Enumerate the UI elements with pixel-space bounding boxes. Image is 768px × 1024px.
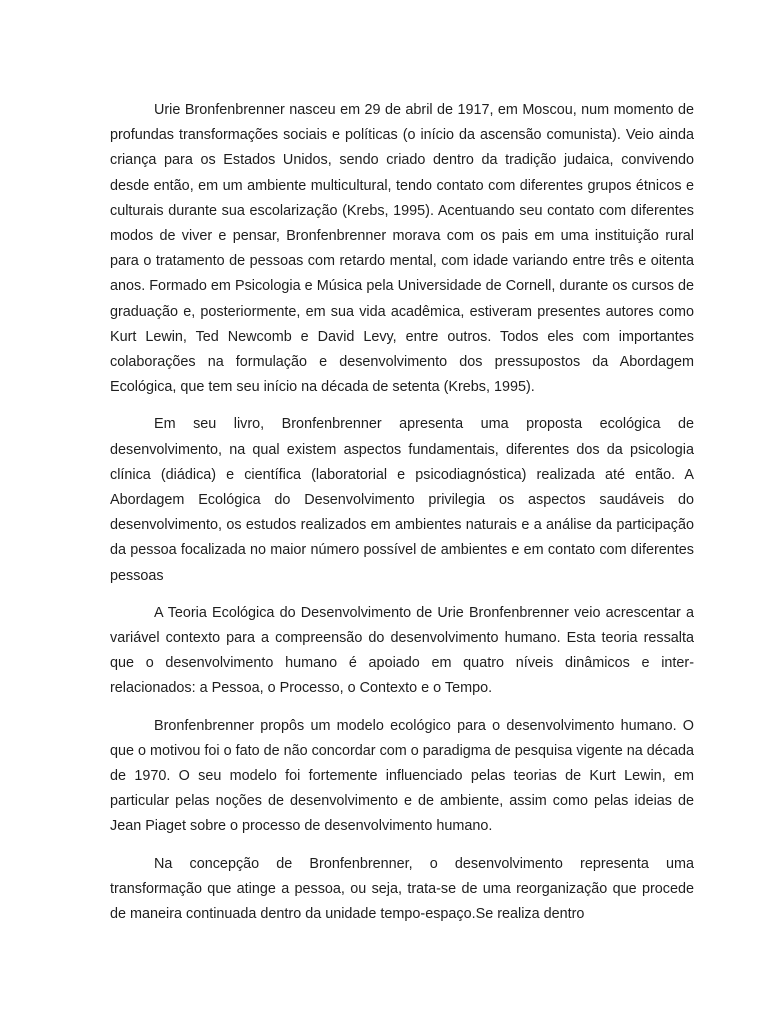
paragraph-ecological-model: Bronfenbrenner propôs um modelo ecológico para o desenvolvimento humano. O que o motivou foi o fato de não concordar com o paradigma de pesquisa vigente na década de 1970. O seu modelo foi fortemente influenciado pelas teorias de Kurt Lewin, em particular pelas noções de desenvolvimento e de ambiente, assim como pelas ideias de Jean Piaget sobre o processo de desenvolvimento humano. [110,717,695,835]
paragraph-ecological-theory: A Teoria Ecológica do Desenvolvimento de Urie Bronfenbrenner veio acrescentar a variável contexto para a compreensão do desenvolvimento humano. Esta teoria ressalta que o desenvolvimento humano é apoiado em quatro níveis dinâmicos e inter-relacionados: a Pessoa, o Processo, o Contexto e o Tempo. [110,604,694,697]
document-page [110,98,694,939]
paragraph-biography: Urie Bronfenbrenner nasceu em 29 de abril de 1917, em Moscou, num momento de profundas transformações sociais e políticas (o início da ascensão comunista). Veio ainda criança para os Estados Unidos, sendo criado dentro da tradição judaica, convivendo desde então, em um ambiente multicultural, tendo contato com diferentes grupos étnicos e culturais durante sua escolarização (Krebs, 1995). Acentuando seu contato com diferentes modos de viver e pensar, Bronfenbrenner morava com os pais em uma instituição rural para o tratamento de pessoas com retardo mental, com idade variando entre três e oitenta anos. Formado em Psicologia e Música pela Universidade de Cornell, durante os cursos de graduação e, posteriormente, em sua vida acadêmica, estiveram presentes autores como Kurt Lewin, Ted Newcomb e David Levy, entre outros. Todos eles com importantes colaborações na formulação e desenvolvimento dos pressupostos da Abordagem Ecológica, que tem seu início na década de setenta (Krebs, 1995). [110,102,694,396]
paragraph-development-conception: Na concepção de Bronfenbrenner, o desenvolvimento representa uma transformação que atinge a pessoa, ou seja, trata-se de uma reorganização que procede de maneira continuada dentro da unidade tempo-espaço.Se realiza dentro [110,855,694,923]
paragraph-ecological-proposal: Em seu livro, Bronfenbrenner apresenta uma proposta ecológica de desenvolvimento, na qual existem aspectos fundamentais, diferentes dos da psicologia clínica (diádica) e científica (laboratorial e psicodiagnóstica) realizada até então. A Abordagem Ecológica do Desenvolvimento privilegia os aspectos saudáveis do desenvolvimento, os estudos realizados em ambientes naturais e a análise da participação da pessoa focalizada no maior número possível de ambientes e em contato com diferentes pessoas [110,416,694,584]
